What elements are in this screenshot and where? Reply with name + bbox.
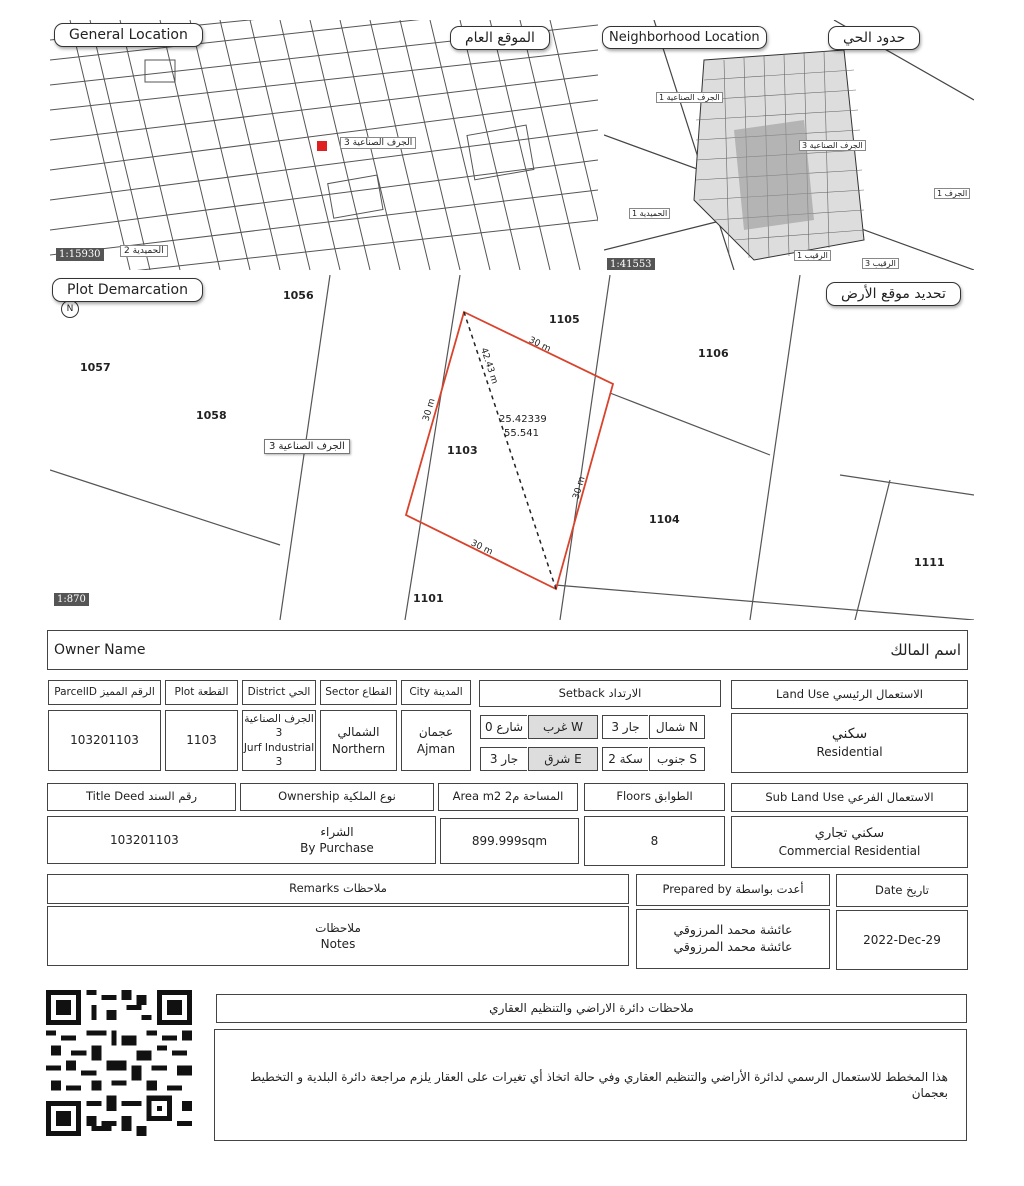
map-scale: 1:870 <box>54 593 89 606</box>
neighborhood-location-map <box>604 20 974 270</box>
prepared-by-header: Prepared by أعدت بواسطة <box>636 874 830 906</box>
prepared-by-value-2: عائشة محمد المرزوقي <box>673 939 793 954</box>
sector-value-ar: الشمالي <box>337 725 380 740</box>
sector-value-en: Northern <box>331 741 386 756</box>
city-header: City المدينة <box>401 680 471 705</box>
general-location-title-ar: الموقع العام <box>450 26 550 50</box>
setback-west-label: غرب W <box>528 715 598 739</box>
setback-north-value: جار 3 <box>602 715 648 739</box>
qr-code-icon <box>46 990 192 1136</box>
land-use-value <box>731 713 968 773</box>
land-use-value-en: Residential <box>816 745 883 760</box>
neighborhood-grid <box>604 20 974 270</box>
district-value <box>242 710 316 771</box>
title-deed-header: Title Deed رقم السند <box>47 783 236 811</box>
general-map-label: الحميدية 2 <box>120 245 168 257</box>
setback-west-value: شارع 0 <box>480 715 527 739</box>
floors-value: 8 <box>584 816 725 866</box>
prepared-by-value <box>636 909 830 969</box>
owner-name-ar-field <box>526 630 968 670</box>
plot-number: 1056 <box>283 289 314 302</box>
general-location-map <box>50 20 598 270</box>
ownership-header: Ownership نوع الملكية <box>240 783 434 811</box>
plot-district-label: الجرف الصناعية 3 <box>264 439 350 454</box>
neighborhood-label: الجرف الصناعية 1 <box>656 92 723 103</box>
plot-number: 1057 <box>80 361 111 374</box>
city-value <box>401 710 471 771</box>
plot-dimension: 30 m <box>468 538 495 558</box>
plot-number: 1111 <box>914 556 945 569</box>
plot-number: 1103 <box>447 444 478 457</box>
north-label: N <box>66 304 74 314</box>
setback-south-value: سكة 2 <box>602 747 648 771</box>
owner-name-label-ar: اسم المالك <box>890 640 961 659</box>
ownership-value-ar: الشراء <box>320 824 354 839</box>
plot-header: Plot القطعة <box>165 680 238 705</box>
plot-dimension: 30 m <box>571 475 588 501</box>
remarks-value-en: Notes <box>320 937 356 951</box>
ownership-value-en: By Purchase <box>300 841 374 855</box>
plot-number: 1101 <box>413 592 444 605</box>
selected-plot-marker <box>317 141 327 151</box>
remarks-value-ar: ملاحظات <box>315 920 361 935</box>
plot-demarcation-title-ar: تحديد موقع الأرض <box>826 282 961 306</box>
setback-header: Setback الارتداد <box>479 680 721 707</box>
plot-demarcation-title-en: Plot Demarcation <box>52 278 203 302</box>
date-value: 2022-Dec-29 <box>836 910 968 970</box>
plot-number: 1104 <box>649 513 680 526</box>
neighborhood-location-title-ar: حدود الحي <box>828 26 920 50</box>
north-arrow-icon <box>61 300 79 318</box>
department-note: هذا المخطط للاستعمال الرسمي لدائرة الأراضي والتنظيم العقاري وفي حالة اتخاذ أي تغيرات على العقار يلزم مراجعة دائرة البلدية و التخطيط بعجمان <box>250 1069 948 1100</box>
general-location-title-en: General Location <box>54 23 203 47</box>
sub-land-use-header: Sub Land Use الاستعمال الفرعي <box>731 783 968 812</box>
neighborhood-label: الرقيب 1 <box>794 250 831 261</box>
plot-dimension: 30 m <box>421 397 438 423</box>
plot-demarcation-drawing <box>50 275 974 620</box>
date-header: Date تاريخ <box>836 874 968 907</box>
map-scale: 1:15930 <box>56 248 104 261</box>
sector-value <box>320 710 397 771</box>
setback-south-label: جنوب S <box>649 747 705 771</box>
setback-east-label: شرق E <box>528 747 598 771</box>
district-header: District الحي <box>242 680 316 705</box>
remarks-header: Remarks ملاحظات <box>47 874 629 904</box>
city-value-ar: عجمان <box>418 725 454 740</box>
owner-name-field <box>47 630 527 670</box>
neighborhood-label: الجرف 1 <box>934 188 970 199</box>
plot-number: 1105 <box>549 313 580 326</box>
remarks-value <box>47 906 629 966</box>
neighborhood-label: الجرف الصناعية 3 <box>799 140 866 151</box>
department-notes-title: ملاحظات دائرة الاراضي والتنظيم العقاري <box>216 994 967 1023</box>
plot-dimension: 42.43 m <box>478 346 500 386</box>
plot-demarcation-map <box>50 275 974 620</box>
sub-land-use-value-ar: سكني تجاري <box>814 826 885 842</box>
ownership-value <box>240 816 434 864</box>
plot-number: 1058 <box>196 409 227 422</box>
plot-value: 1103 <box>165 710 238 771</box>
department-notes-text <box>214 1029 967 1141</box>
plot-dimension: 30 m <box>526 335 553 355</box>
parcel-id-header: ParcelID الرقم المميز <box>48 680 161 705</box>
floors-header: Floors الطوابق <box>584 783 725 811</box>
plot-coordinate: 25.42339 <box>499 414 547 425</box>
plot-coordinate: 55.541 <box>504 428 539 439</box>
sub-land-use-value <box>731 816 968 868</box>
title-deed-value: 103201103 <box>47 816 436 864</box>
city-value-en: Ajman <box>416 741 456 756</box>
setback-north-label: شمال N <box>649 715 705 739</box>
plot-number: 1106 <box>698 347 729 360</box>
parcel-id-value: 103201103 <box>48 710 161 771</box>
prepared-by-value-1: عائشة محمد المرزوقي <box>673 922 793 938</box>
neighborhood-label: الرقيب 3 <box>862 258 899 269</box>
owner-name-label: Owner Name <box>54 641 146 658</box>
land-use-header: Land Use الاستعمال الرئيسي <box>731 680 968 709</box>
area-header: Area m2 2المساحة م <box>438 783 578 811</box>
setback-east-value: جار 3 <box>480 747 527 771</box>
map-scale: 1:41553 <box>607 258 655 270</box>
district-value-ar: الجرف الصناعية 3 <box>244 713 314 740</box>
sector-header: Sector القطاع <box>320 680 397 705</box>
sub-land-use-value-en: Commercial Residential <box>778 843 921 858</box>
area-value: 899.999sqm <box>440 818 579 864</box>
district-value-en: Jurf Industrial 3 <box>243 741 315 768</box>
land-use-value-ar: سكني <box>831 726 868 743</box>
neighborhood-location-title-en: Neighborhood Location <box>602 26 767 49</box>
general-map-label: الجرف الصناعية 3 <box>340 137 416 149</box>
neighborhood-label: الحميدية 1 <box>629 208 670 219</box>
